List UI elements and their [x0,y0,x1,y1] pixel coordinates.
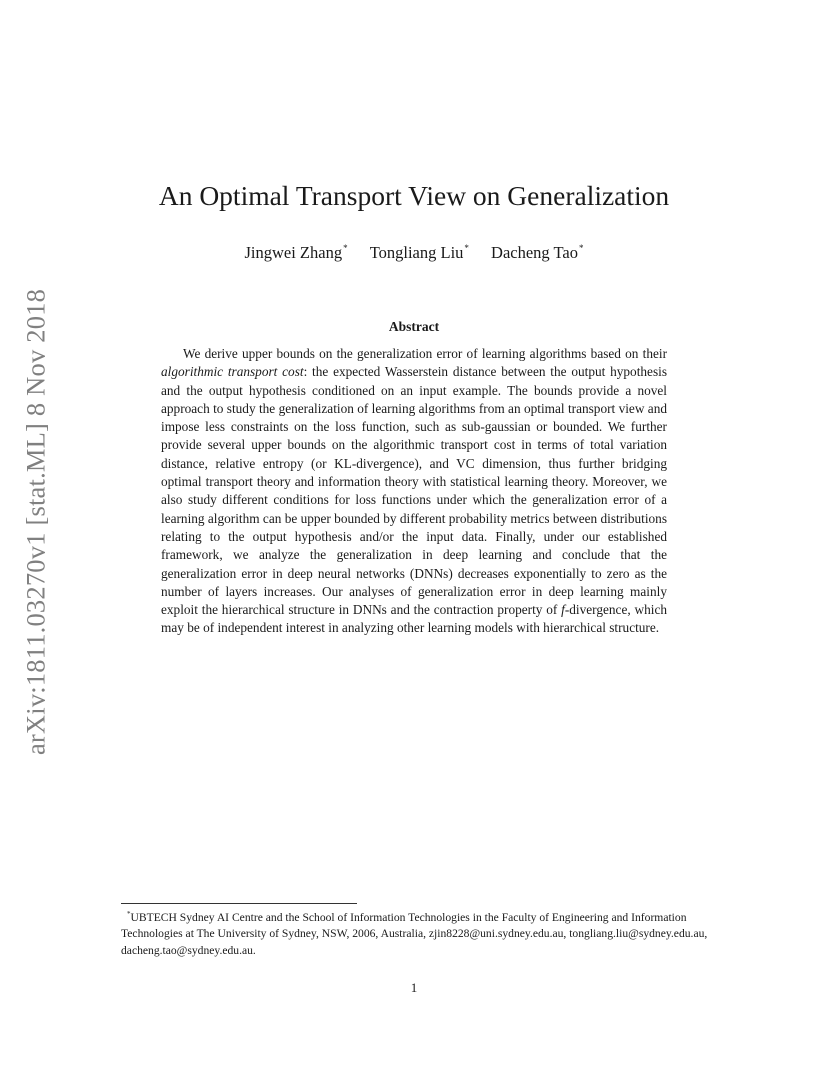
footnote-text: UBTECH Sydney AI Centre and the School of Information Technologies in the Faculty of Engineering and Information Technologies at The University of Sydney, NSW, 2006, Australia, zjin8228@uni.sydney.edu.au, tongliang.liu@sydney.edu.au, dacheng.tao@sydney.edu.au. [121,911,708,957]
author-list [0,237,828,264]
abstract-emphasis: algorithmic transport cost [161,364,304,380]
abstract-text-part-3: -divergence, which may be of independent interest in analyzing other learning models with hierarchical structure. [161,602,667,636]
author-affiliation-mark: * [464,243,469,253]
author-1 [244,237,347,264]
footnote-mark: * [127,910,131,918]
abstract-text-part-2: : the expected Wasserstein distance between the output hypothesis and the output hypothesis conditioned on an input example. The bounds provide a novel approach to study the generalization of learning algorithms from an optimal transport view and impose less constraints on the loss function, such as sub-gaussian or bounded. We further provide several upper bounds on the algorithmic transport cost in terms of total variation distance, relative entropy (or KL-divergence), and VC dimension, thus further bridging optimal transport theory and information theory with statistical learning theory. Moreover, we also study different conditions for loss functions under which the generalization error of a learning algorithm can be upper bounded by different probability metrics between distributions relating to the output hypothesis and/or the input data. Finally, under our established framework, we analyze the generalization in deep learning and conclude that the generalization error in deep neural networks (DNNs) decreases exponentially to zero as the number of layers increases. Our analyses of generalization error in deep learning mainly exploit the hierarchical structure in DNNs and the contraction property of [161,364,668,618]
f-symbol: f [561,602,565,618]
abstract-text [161,345,667,638]
author-name: Jingwei Zhang [244,243,343,262]
author-name: Dacheng Tao [491,243,579,262]
paper-title: An Optimal Transport View on Generalization [158,180,670,211]
affiliation-footnote [121,906,711,959]
author-affiliation-mark: * [579,243,584,253]
author-2 [370,237,469,264]
author-name: Tongliang Liu [369,243,464,262]
arxiv-identifier-stamp: arXiv:1811.03270v1 [stat.ML] 8 Nov 2018 [20,288,51,756]
abstract-heading: Abstract [388,319,440,334]
author-3 [491,237,583,264]
author-affiliation-mark: * [343,243,348,253]
page-number: 1 [410,980,418,995]
abstract-text-part-1: We derive upper bounds on the generalization error of learning algorithms based on their [183,346,667,361]
footnote-separator [121,903,357,904]
